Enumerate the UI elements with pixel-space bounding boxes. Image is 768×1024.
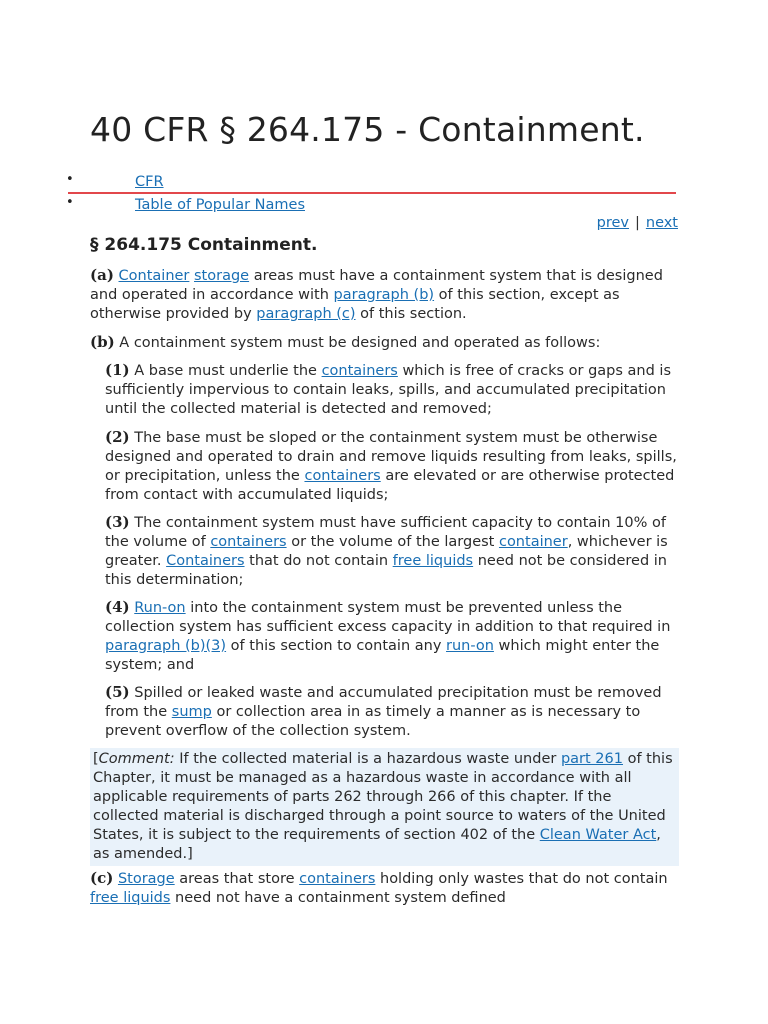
divider — [68, 192, 676, 194]
paragraph-label: (a) — [90, 266, 114, 284]
link-containers[interactable]: containers — [304, 468, 381, 484]
page-title: 40 CFR § 264.175 - Containment. — [90, 110, 645, 149]
link-container[interactable]: container — [498, 534, 568, 550]
nav-item-popular-names — [0, 195, 400, 215]
bullet-icon: • — [66, 172, 74, 187]
paragraph-text: The containment system must have sufficient capacity to contain 10% of the volume of — [105, 515, 666, 550]
comment-text: If the collected material is a hazardous waste under — [174, 751, 561, 767]
section-heading: § 264.175 Containment. — [90, 235, 318, 255]
nav-link-popular-names[interactable]: Table of Popular Names — [135, 197, 305, 213]
link-clean-water-act[interactable]: Clean Water Act — [539, 827, 657, 843]
paragraph-text: into the containment system must be prevented unless the collection system has sufficient excess capacity in addition to that required in — [105, 600, 671, 635]
link-storage[interactable]: storage — [194, 268, 250, 284]
paragraph-label: (4) — [105, 598, 130, 616]
paragraph-text: A base must underlie the — [129, 363, 322, 379]
paragraph-text: areas must have a containment system that is designed and operated in accordance with — [90, 268, 663, 303]
link-paragraph-c[interactable]: paragraph (c) — [256, 306, 356, 322]
paragraph-label: (5) — [105, 683, 130, 701]
link-containers[interactable]: containers — [210, 534, 287, 550]
paragraph-text: or the volume of the largest — [286, 534, 499, 550]
paragraph-label: (b) — [90, 333, 115, 351]
paragraph-label: (c) — [90, 869, 114, 887]
link-storage[interactable]: Storage — [117, 871, 175, 887]
paragraph-text: which is free of cracks or gaps and is sufficiently impervious to contain leaks, spills, and accumulated precipitation until the collected material is detected and removed; — [105, 363, 672, 417]
paragraph-text: Spilled or leaked waste and accumulated precipitation must be removed from the — [105, 685, 662, 720]
paragraph-text: holding only wastes that do not contain — [375, 871, 668, 887]
link-container[interactable]: Container — [118, 268, 190, 284]
paragraph-text: which might enter the system; and — [105, 638, 660, 673]
paragraph-b — [90, 333, 680, 353]
paragraph-b3 — [105, 513, 681, 590]
paragraph-b2 — [105, 428, 681, 505]
link-part-261[interactable]: part 261 — [560, 751, 623, 767]
comment-text: , as amended.] — [93, 827, 661, 862]
pager — [597, 215, 678, 231]
link-containers[interactable]: Containers — [166, 553, 245, 569]
link-run-on[interactable]: run-on — [446, 638, 494, 654]
prev-link[interactable]: prev — [596, 215, 629, 231]
paragraph-text: that do not contain — [244, 553, 393, 569]
comment-bracket: [ — [93, 751, 99, 767]
paragraph-label: (3) — [105, 513, 130, 531]
paragraph-label: (1) — [105, 361, 130, 379]
paragraph-text: or collection area in as timely a manner as is necessary to prevent overflow of the collection system. — [105, 704, 641, 739]
link-containers[interactable]: containers — [299, 871, 376, 887]
next-link[interactable]: next — [645, 215, 678, 231]
nav-link-cfr[interactable]: CFR — [135, 174, 164, 190]
nav-item-cfr — [0, 172, 400, 192]
paragraph-b4 — [105, 598, 681, 675]
paragraph-text: of this section to contain any — [226, 638, 447, 654]
pager-separator: | — [634, 215, 640, 231]
paragraph-text: need not be considered in this determination; — [105, 553, 667, 588]
paragraph-text: areas that store — [174, 871, 300, 887]
paragraph-text: , whichever is greater. — [105, 534, 668, 569]
bullet-icon: • — [66, 195, 74, 210]
paragraph-text: A containment system must be designed and operated as follows: — [114, 335, 601, 351]
paragraph-text: need not have a containment system defined — [170, 890, 506, 906]
paragraph-text: are elevated or are otherwise protected from contact with accumulated liquids; — [105, 468, 675, 503]
paragraph-text: of this section. — [355, 306, 467, 322]
link-paragraph-b[interactable]: paragraph (b) — [333, 287, 435, 303]
paragraph-b1 — [105, 361, 681, 419]
link-free-liquids[interactable]: free liquids — [392, 553, 474, 569]
paragraph-text: The base must be sloped or the containment system must be otherwise designed and operated to drain and remove liquids resulting from leaks, spills, or precipitation, unless the — [105, 430, 677, 484]
comment-box — [90, 748, 679, 866]
link-containers[interactable]: containers — [321, 363, 398, 379]
link-sump[interactable]: sump — [171, 704, 212, 720]
link-run-on[interactable]: Run-on — [134, 600, 186, 616]
paragraph-c — [90, 869, 680, 908]
comment-label: Comment: — [98, 751, 175, 767]
comment-text: of this Chapter, it must be managed as a hazardous waste in accordance with all applicable requirements of parts 262 through 266 of this chapter. If the collected material is discharged through a point source to waters of the United States, it is subject to the requirements of section 402 of the — [93, 751, 673, 843]
paragraph-text: of this section, except as otherwise provided by — [90, 287, 620, 322]
paragraph-a — [90, 266, 680, 324]
link-free-liquids[interactable]: free liquids — [90, 890, 171, 906]
link-paragraph-b3[interactable]: paragraph (b)(3) — [105, 638, 227, 654]
paragraph-label: (2) — [105, 428, 130, 446]
paragraph-b5 — [105, 683, 681, 741]
